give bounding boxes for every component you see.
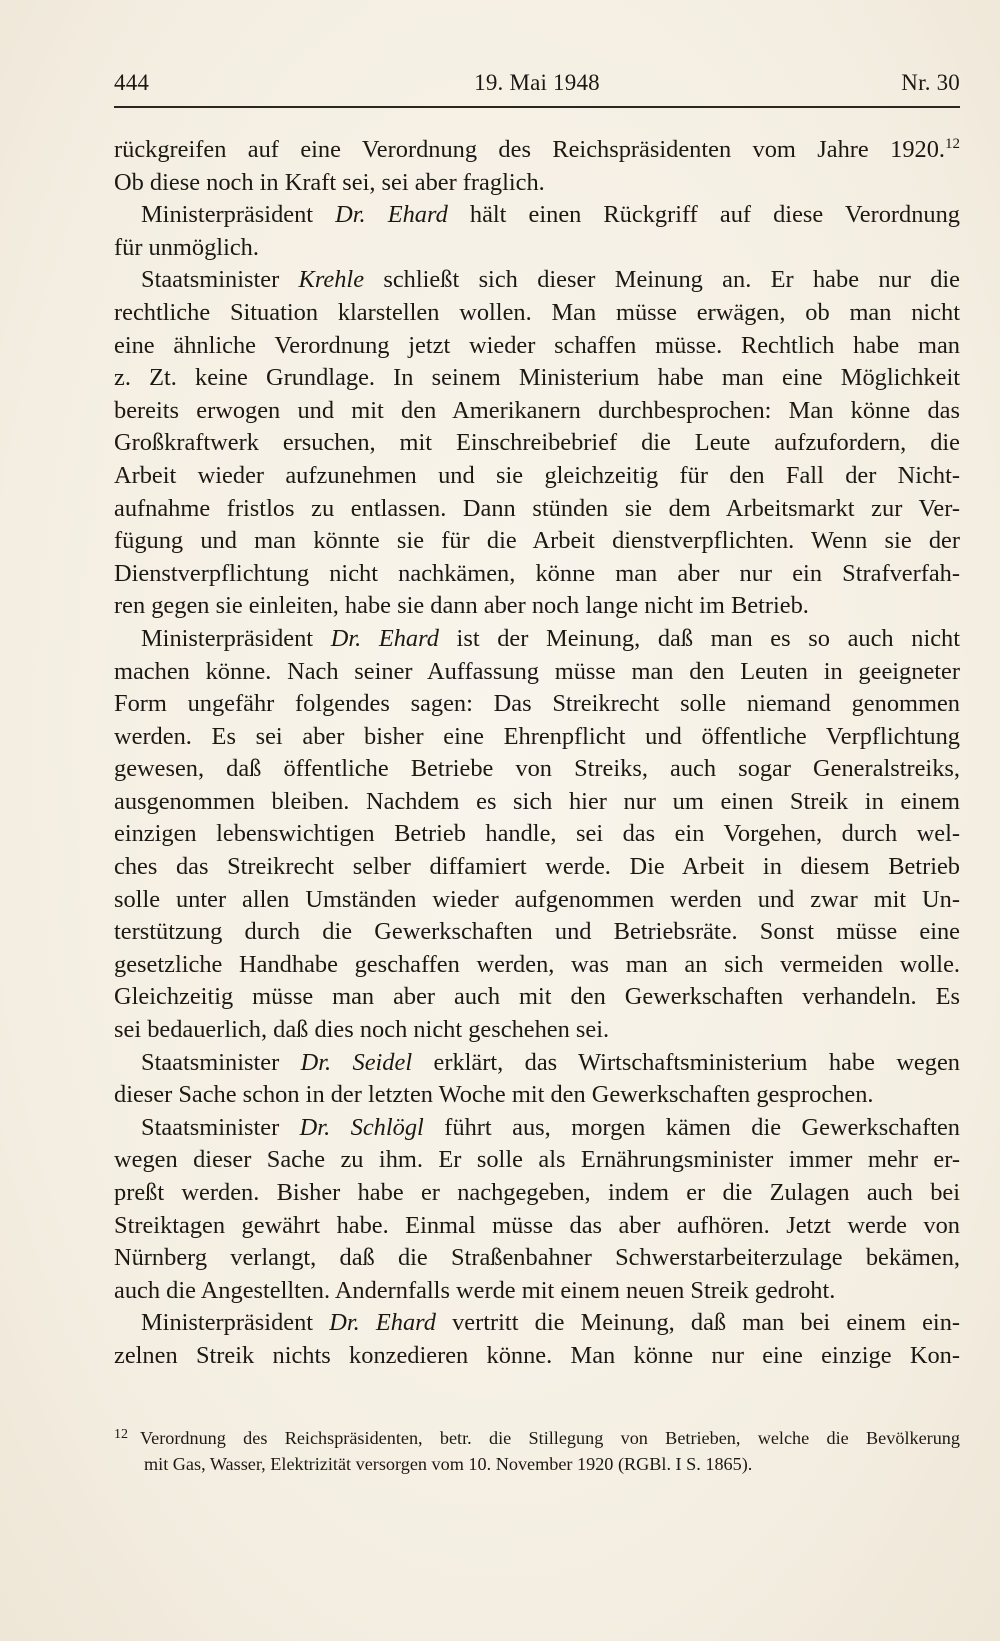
footnote-reference: 12 [945,136,960,152]
text-line: für unmöglich. [114,233,259,261]
text-line: Staatsminister Dr. Seidel erklärt, das Wirtschaftsministerium habe wegen [141,1048,960,1076]
text-line: fügung und man könnte sie für die Arbeit dienstverpflichten. Wenn sie der [114,527,960,555]
text-line: z. Zt. keine Grundlage. In seinem Ministerium habe man eine Möglichkeit [114,364,960,392]
text-line: terstützung durch die Gewerkschaften und Betriebsräte. Sonst müsse eine [114,918,960,946]
text-line: wegen dieser Sache zu ihm. Er solle als Ernährungsminister immer mehr er- [114,1146,960,1174]
text-line: Staatsminister Dr. Schlögl führt aus, morgen kämen die Gewerkschaften [141,1113,960,1141]
text-line: auch die Angestellten. Andernfalls werde mit einem neuen Streik gedroht. [114,1276,836,1304]
text-line: Ministerpräsident Dr. Ehard vertritt die Meinung, daß man bei einem ein- [141,1309,960,1337]
text-line: Dienstverpflichtung nicht nachkämen, könne man aber nur ein Strafverfah- [114,559,960,587]
text-line: ausgenommen bleiben. Nachdem es sich hier nur um einen Streik in einem [114,787,960,815]
speaker-name: Dr. Ehard [329,1309,436,1337]
speaker-name: Krehle [298,266,365,294]
text-line: einzigen lebenswichtigen Betrieb handle, sei das ein Vorgehen, durch wel- [114,820,960,848]
text-line: werden. Es sei aber bisher eine Ehrenpflicht und öffentliche Verpflichtung [114,722,960,750]
text-line: rechtliche Situation klarstellen wollen. Man müsse erwägen, ob man nicht [114,298,960,326]
text-line: eine ähnliche Verordnung jetzt wieder schaffen müsse. Rechtlich habe man [114,331,960,359]
text-line: dieser Sache schon in der letzten Woche mit den Gewerkschaften gesprochen. [114,1081,874,1109]
page-number: 444 [114,70,150,95]
text-line: Arbeit wieder aufzunehmen und sie gleichzeitig für den Fall der Nicht- [114,461,960,489]
text-line: Streiktagen gewährt habe. Einmal müsse das aber aufhören. Jetzt werde von [114,1211,960,1239]
speaker-name: Dr. Schlögl [299,1113,424,1141]
text-line: gewesen, daß öffentliche Betriebe von Streiks, auch sogar Generalstreiks, [114,755,960,783]
text-line: Ob diese noch in Kraft sei, sei aber fraglich. [114,168,545,196]
text-line: Staatsminister Krehle schließt sich dieser Meinung an. Er habe nur die [141,266,960,294]
footnote [114,1425,960,1477]
text-line: gesetzliche Handhabe geschaffen werden, was man an sich vermeiden wolle. [114,950,960,978]
running-header [114,70,960,106]
text-line: rückgreifen auf eine Verordnung des Reichspräsidenten vom Jahre 1920.12 [114,136,960,163]
text-line: machen könne. Nach seiner Auffassung müsse man den Leuten in geeigneter [114,657,960,685]
text-line: ches das Streikrecht selber diffamiert werde. Die Arbeit in diesem Betrieb [114,853,960,881]
speaker-name: Dr. Ehard [330,624,439,652]
body-text [114,134,960,1373]
text-line: solle unter allen Umständen wieder aufgenommen werden und zwar mit Un- [114,885,960,913]
text-line: Gleichzeitig müsse man aber auch mit den Gewerkschaften verhandeln. Es [114,983,960,1011]
text-line: sei bedauerlich, daß dies noch nicht geschehen sei. [114,1016,610,1044]
header-rule [114,106,960,108]
text-line: zelnen Streik nichts konzedieren könne. Man könne nur eine einzige Kon- [114,1341,960,1369]
text-line: Nürnberg verlangt, daß die Straßenbahner Schwerstarbeiterzulage bekämen, [114,1244,960,1272]
text-line: preßt werden. Bisher habe er nachgegeben, indem er die Zulagen auch bei [114,1179,960,1206]
text-line: Großkraftwerk ersuchen, mit Einschreibebrief die Leute aufzufordern, die [114,429,960,457]
footnote-line: mit Gas, Wasser, Elektrizität versorgen vom 10. November 1920 (RGBl. I S. 1865). [144,1454,753,1474]
document-number: Nr. 30 [901,70,960,95]
text-line: ren gegen sie einleiten, habe sie dann aber noch lange nicht im Betrieb. [114,592,809,620]
footnote-line: 12 Verordnung des Reichspräsidenten, betr. die Stillegung von Betrieben, welche die Bevölkerung [114,1427,960,1448]
text-line: Ministerpräsident Dr. Ehard hält einen Rückgriff auf diese Verordnung [141,201,960,229]
text-line: bereits erwogen und mit den Amerikanern durchbesprochen: Man könne das [114,396,960,424]
speaker-name: Dr. Ehard [335,201,448,229]
text-line: aufnahme fristlos zu entlassen. Dann stünden sie dem Arbeitsmarkt zur Ver- [114,494,960,522]
text-line: Ministerpräsident Dr. Ehard ist der Meinung, daß man es so auch nicht [141,624,960,652]
header-date: 19. Mai 1948 [474,70,600,95]
speaker-name: Dr. Seidel [300,1048,413,1076]
text-line: Form ungefähr folgendes sagen: Das Streikrecht solle niemand genommen [114,690,960,718]
